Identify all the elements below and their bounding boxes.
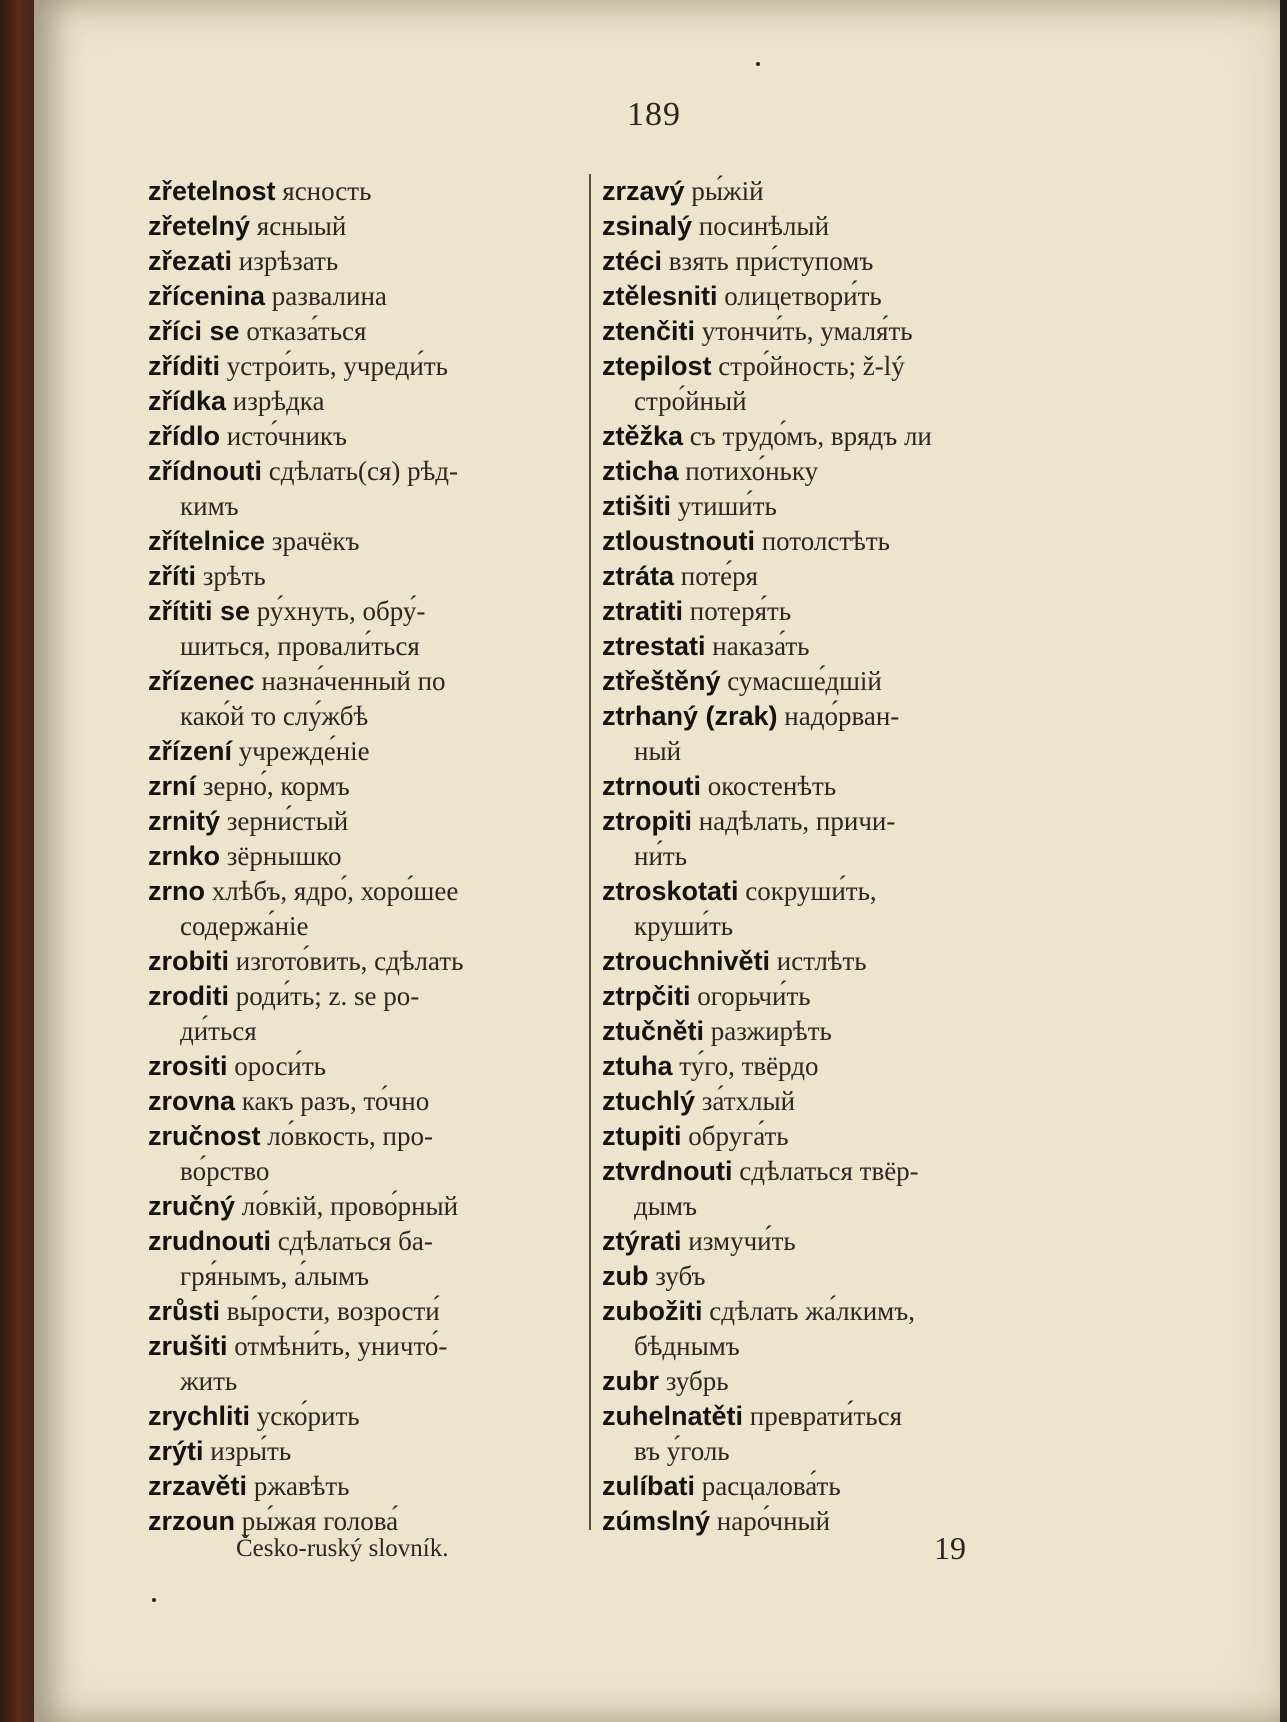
entry-translation: потолстѣть bbox=[761, 526, 890, 556]
entry-headword: ztučněti bbox=[602, 1016, 705, 1046]
entry-translation: круши́ть bbox=[634, 911, 734, 941]
entry-translation: наро́чный bbox=[716, 1506, 831, 1536]
entry-translation: съ трудо́мъ, врядъ ли bbox=[689, 421, 932, 451]
page-number: 189 bbox=[627, 96, 681, 133]
entry-translation: устро́ить, учреди́ть bbox=[226, 351, 448, 381]
entry-translation: зубъ bbox=[655, 1261, 706, 1291]
entry-headword: zřítiti se bbox=[148, 596, 251, 626]
dictionary-entry bbox=[148, 1329, 618, 1364]
dictionary-entry bbox=[148, 1049, 618, 1084]
entry-translation: измучи́ть bbox=[688, 1226, 796, 1256]
book-title-footer: Česko-ruský slovník. bbox=[236, 1535, 449, 1562]
right-column bbox=[602, 174, 1072, 1539]
entry-translation: изгото́вить, сдѣлать bbox=[235, 946, 464, 976]
dictionary-entry bbox=[148, 279, 618, 314]
dictionary-entry-continuation bbox=[602, 839, 1072, 874]
dictionary-entry-continuation bbox=[602, 909, 1072, 944]
dictionary-entry bbox=[602, 1294, 1072, 1329]
entry-headword: ztrhaný (zrak) bbox=[602, 701, 778, 731]
dictionary-entry bbox=[602, 454, 1072, 489]
entry-headword: ztráta bbox=[602, 561, 675, 591]
dictionary-entry bbox=[148, 1189, 618, 1224]
entry-headword: zřezati bbox=[148, 246, 233, 276]
entry-headword: zuhelnatěti bbox=[602, 1401, 744, 1431]
entry-translation: обруга́ть bbox=[688, 1121, 789, 1151]
entry-headword: ztrouchnivěti bbox=[602, 946, 771, 976]
entry-translation: роди́ть; z. se ро- bbox=[235, 981, 420, 1011]
entry-headword: zřetelnost bbox=[148, 176, 276, 206]
entry-translation: сдѣлаться твёр- bbox=[739, 1156, 919, 1186]
entry-headword: zticha bbox=[602, 456, 679, 486]
dictionary-entry bbox=[602, 244, 1072, 279]
entry-translation: сумасше́дшій bbox=[727, 666, 882, 696]
entry-headword: ztratiti bbox=[602, 596, 683, 626]
dictionary-entry-continuation bbox=[148, 629, 618, 664]
entry-translation: изры́ть bbox=[210, 1436, 292, 1466]
entry-headword: zříditi bbox=[148, 351, 220, 381]
dictionary-entry bbox=[148, 1399, 618, 1434]
entry-headword: ztloustnouti bbox=[602, 526, 755, 556]
entry-headword: ztuchlý bbox=[602, 1086, 696, 1116]
dictionary-entry bbox=[602, 594, 1072, 629]
entry-headword: zrositi bbox=[148, 1051, 228, 1081]
entry-headword: ztrestati bbox=[602, 631, 706, 661]
dictionary-entry bbox=[602, 1399, 1072, 1434]
entry-translation: отмѣни́ть, уничто́- bbox=[234, 1331, 448, 1361]
dictionary-entry bbox=[148, 209, 618, 244]
dictionary-entry bbox=[148, 1224, 618, 1259]
entry-headword: zrnko bbox=[148, 841, 221, 871]
entry-translation: ру́хнуть, обру́- bbox=[256, 596, 426, 626]
entry-translation: сдѣлать(ся) рѣд- bbox=[268, 456, 459, 486]
entry-headword: zrní bbox=[148, 771, 197, 801]
entry-headword: zrušiti bbox=[148, 1331, 228, 1361]
dictionary-entry bbox=[148, 594, 618, 629]
dictionary-entry bbox=[602, 209, 1072, 244]
dictionary-entry bbox=[602, 874, 1072, 909]
entry-headword: ztišiti bbox=[602, 491, 672, 521]
dictionary-entry bbox=[602, 1504, 1072, 1539]
dictionary-entry bbox=[148, 804, 618, 839]
dictionary-entry bbox=[602, 664, 1072, 699]
dictionary-entry bbox=[148, 524, 618, 559]
entry-headword: zřídka bbox=[148, 386, 227, 416]
entry-headword: zřítelnice bbox=[148, 526, 266, 556]
entry-translation: учрежде́ніе bbox=[238, 736, 370, 766]
dictionary-entry bbox=[148, 734, 618, 769]
dictionary-entry bbox=[148, 244, 618, 279]
dictionary-entry bbox=[602, 1224, 1072, 1259]
entry-translation: зерно́, кормъ bbox=[202, 771, 350, 801]
dictionary-entry bbox=[602, 1119, 1072, 1154]
entry-headword: zřízenec bbox=[148, 666, 255, 696]
entry-headword: ztuha bbox=[602, 1051, 673, 1081]
dictionary-page bbox=[34, 0, 1280, 1722]
entry-translation: огорьчи́ть bbox=[697, 981, 811, 1011]
entry-translation: зерни́стый bbox=[226, 806, 349, 836]
dictionary-entry bbox=[602, 1014, 1072, 1049]
entry-translation: сдѣлать жа́лкимъ, bbox=[709, 1296, 915, 1326]
dictionary-entry bbox=[602, 174, 1072, 209]
entry-translation: ры́жая голова́ bbox=[241, 1506, 399, 1536]
entry-translation: изрѣзать bbox=[238, 246, 339, 276]
entry-headword: zub bbox=[602, 1261, 649, 1291]
entry-headword: zrzoun bbox=[148, 1506, 235, 1536]
entry-headword: zrychliti bbox=[148, 1401, 251, 1431]
dictionary-entry-continuation bbox=[602, 1329, 1072, 1364]
dictionary-entry bbox=[602, 489, 1072, 524]
dictionary-entry bbox=[602, 1084, 1072, 1119]
entry-headword: ztrpčiti bbox=[602, 981, 691, 1011]
ink-speck bbox=[152, 1598, 156, 1602]
entry-translation: отказа́ться bbox=[246, 316, 367, 346]
entry-translation: расцалова́ть bbox=[701, 1471, 841, 1501]
entry-headword: zúmslný bbox=[602, 1506, 711, 1536]
entry-headword: zříci se bbox=[148, 316, 240, 346]
entry-translation: уско́рить bbox=[256, 1401, 360, 1431]
entry-translation: посинѣлый bbox=[698, 211, 830, 241]
entry-headword: zrnitý bbox=[148, 806, 221, 836]
entry-headword: zručný bbox=[148, 1191, 236, 1221]
dictionary-entry bbox=[602, 699, 1072, 734]
entry-translation: исто́чникъ bbox=[226, 421, 347, 451]
entry-headword: ztýrati bbox=[602, 1226, 682, 1256]
entry-translation: зёрнышко bbox=[226, 841, 342, 871]
entry-translation: ороси́ть bbox=[234, 1051, 326, 1081]
entry-headword: zrzavěti bbox=[148, 1471, 248, 1501]
entry-translation: утончи́ть, умаля́ть bbox=[701, 316, 913, 346]
entry-translation: содержа́ніе bbox=[180, 911, 309, 941]
entry-translation: окостенѣть bbox=[707, 771, 837, 801]
dictionary-entry bbox=[148, 1119, 618, 1154]
dictionary-entry bbox=[148, 384, 618, 419]
entry-translation: сдѣлаться ба- bbox=[277, 1226, 433, 1256]
dictionary-entry-continuation bbox=[148, 1014, 618, 1049]
entry-translation: преврати́ться bbox=[749, 1401, 902, 1431]
dictionary-entry-continuation bbox=[148, 1154, 618, 1189]
dictionary-entry bbox=[602, 1049, 1072, 1084]
entry-translation: ту́го, твёрдо bbox=[679, 1051, 819, 1081]
dictionary-entry bbox=[602, 419, 1072, 454]
entry-translation: бѣднымъ bbox=[634, 1331, 740, 1361]
entry-headword: zubožiti bbox=[602, 1296, 703, 1326]
entry-headword: zrýti bbox=[148, 1436, 204, 1466]
entry-translation: стро́йный bbox=[634, 386, 747, 416]
dictionary-entry bbox=[148, 874, 618, 909]
entry-translation: стро́йность; ž-lý bbox=[718, 351, 905, 381]
dictionary-entry bbox=[602, 1364, 1072, 1399]
dictionary-entry bbox=[148, 1294, 618, 1329]
dictionary-entry bbox=[602, 629, 1072, 664]
entry-translation: хлѣбъ, ядро́, хоро́шее bbox=[211, 876, 459, 906]
entry-translation: разжирѣть bbox=[710, 1016, 832, 1046]
dictionary-entry bbox=[148, 944, 618, 979]
entry-headword: zrzavý bbox=[602, 176, 685, 206]
entry-translation: въ у́голь bbox=[634, 1436, 730, 1466]
entry-headword: zříti bbox=[148, 561, 197, 591]
dictionary-entry bbox=[602, 1154, 1072, 1189]
entry-headword: ztéci bbox=[602, 246, 663, 276]
entry-headword: ztupiti bbox=[602, 1121, 682, 1151]
entry-translation: какъ разъ, то́чно bbox=[241, 1086, 430, 1116]
entry-translation: изрѣдка bbox=[232, 386, 325, 416]
entry-translation: ржавѣть bbox=[253, 1471, 350, 1501]
entry-translation: развалина bbox=[271, 281, 387, 311]
entry-headword: zrovna bbox=[148, 1086, 236, 1116]
dictionary-entry-continuation bbox=[602, 1189, 1072, 1224]
entry-headword: zřetelný bbox=[148, 211, 251, 241]
column-divider bbox=[589, 174, 591, 1530]
entry-translation: потеря́ть bbox=[689, 596, 792, 626]
dictionary-entry bbox=[602, 769, 1072, 804]
entry-translation: ло́вкость, про- bbox=[267, 1121, 433, 1151]
entry-headword: zřízení bbox=[148, 736, 233, 766]
dictionary-entry-continuation bbox=[602, 1434, 1072, 1469]
dictionary-entry bbox=[148, 769, 618, 804]
dictionary-entry bbox=[148, 839, 618, 874]
entry-translation: зрѣть bbox=[202, 561, 266, 591]
dictionary-entry bbox=[148, 314, 618, 349]
entry-headword: zulíbati bbox=[602, 1471, 695, 1501]
entry-translation: ясность bbox=[282, 176, 372, 206]
entry-translation: дымъ bbox=[634, 1191, 697, 1221]
dictionary-entry bbox=[602, 314, 1072, 349]
entry-translation: утиши́ть bbox=[677, 491, 777, 521]
entry-translation: шиться, провали́ться bbox=[180, 631, 420, 661]
entry-translation: вы́рости, возрости́ bbox=[226, 1296, 440, 1326]
entry-translation: надо́рван- bbox=[784, 701, 900, 731]
entry-headword: zrůsti bbox=[148, 1296, 221, 1326]
entry-translation: кимъ bbox=[180, 491, 239, 521]
entry-translation: ло́вкій, прово́рный bbox=[241, 1191, 459, 1221]
dictionary-entry bbox=[602, 944, 1072, 979]
dictionary-entry bbox=[602, 559, 1072, 594]
entry-translation: за́тхлый bbox=[701, 1086, 796, 1116]
dictionary-entry bbox=[148, 419, 618, 454]
dictionary-entry bbox=[148, 1434, 618, 1469]
dictionary-entry bbox=[148, 559, 618, 594]
signature-mark: 19 bbox=[934, 1530, 966, 1566]
entry-headword: zřídlo bbox=[148, 421, 220, 451]
entry-headword: ztropiti bbox=[602, 806, 692, 836]
entry-translation: истлѣть bbox=[776, 946, 867, 976]
dictionary-entry bbox=[602, 349, 1072, 384]
dictionary-entry-continuation bbox=[602, 384, 1072, 419]
entry-headword: zubr bbox=[602, 1366, 659, 1396]
entry-translation: жить bbox=[180, 1366, 238, 1396]
entry-headword: ztrnouti bbox=[602, 771, 701, 801]
entry-headword: zroditi bbox=[148, 981, 229, 1011]
entry-headword: zrno bbox=[148, 876, 205, 906]
dictionary-entry bbox=[602, 979, 1072, 1014]
entry-translation: ный bbox=[634, 736, 682, 766]
entry-headword: zřídnouti bbox=[148, 456, 262, 486]
dictionary-entry-continuation bbox=[148, 1364, 618, 1399]
dictionary-entry-continuation bbox=[148, 909, 618, 944]
dictionary-entry bbox=[148, 1504, 618, 1539]
entry-translation: гря́нымъ, а́лымъ bbox=[180, 1261, 370, 1291]
dictionary-entry-continuation bbox=[148, 489, 618, 524]
entry-translation: зрачёкъ bbox=[271, 526, 360, 556]
dictionary-entry bbox=[602, 279, 1072, 314]
dictionary-entry bbox=[602, 1469, 1072, 1504]
dictionary-entry bbox=[148, 664, 618, 699]
entry-translation: назна́ченный по bbox=[261, 666, 446, 696]
dictionary-entry bbox=[148, 174, 618, 209]
dictionary-entry bbox=[148, 1469, 618, 1504]
entry-headword: zrobiti bbox=[148, 946, 229, 976]
dictionary-entry bbox=[602, 804, 1072, 839]
entry-headword: ztepilost bbox=[602, 351, 712, 381]
entry-headword: ztěžka bbox=[602, 421, 684, 451]
entry-headword: ztřeštěný bbox=[602, 666, 721, 696]
entry-translation: ни́ть bbox=[634, 841, 688, 871]
dictionary-entry bbox=[148, 1084, 618, 1119]
entry-translation: надѣлать, причи- bbox=[698, 806, 896, 836]
dictionary-entry bbox=[148, 349, 618, 384]
dictionary-entry bbox=[602, 524, 1072, 559]
entry-translation: зубрь bbox=[665, 1366, 729, 1396]
entry-translation: олицетвори́ть bbox=[724, 281, 882, 311]
entry-translation: сокруши́ть, bbox=[745, 876, 877, 906]
entry-translation: како́й то слу́жбѣ bbox=[180, 701, 369, 731]
entry-translation: взять при́ступомъ bbox=[668, 246, 874, 276]
entry-headword: zsinalý bbox=[602, 211, 693, 241]
dictionary-entry bbox=[602, 1259, 1072, 1294]
entry-headword: ztroskotati bbox=[602, 876, 739, 906]
dictionary-entry-continuation bbox=[602, 734, 1072, 769]
entry-translation: ясныый bbox=[256, 211, 347, 241]
entry-headword: zřícenina bbox=[148, 281, 266, 311]
dictionary-entry bbox=[148, 454, 618, 489]
entry-translation: во́рство bbox=[180, 1156, 270, 1186]
entry-headword: zručnost bbox=[148, 1121, 261, 1151]
entry-translation: наказа́ть bbox=[712, 631, 810, 661]
entry-translation: потихо́ньку bbox=[685, 456, 819, 486]
entry-headword: ztvrdnouti bbox=[602, 1156, 733, 1186]
entry-translation: ди́ться bbox=[180, 1016, 257, 1046]
entry-headword: ztenčiti bbox=[602, 316, 696, 346]
dictionary-entry-continuation bbox=[148, 699, 618, 734]
entry-translation: ры́жій bbox=[691, 176, 764, 206]
entry-headword: zrudnouti bbox=[148, 1226, 271, 1256]
entry-headword: ztělesniti bbox=[602, 281, 718, 311]
entry-translation: поте́ря bbox=[680, 561, 759, 591]
dictionary-entry-continuation bbox=[148, 1259, 618, 1294]
left-column bbox=[148, 174, 618, 1539]
ink-speck bbox=[756, 62, 760, 66]
dictionary-entry bbox=[148, 979, 618, 1014]
